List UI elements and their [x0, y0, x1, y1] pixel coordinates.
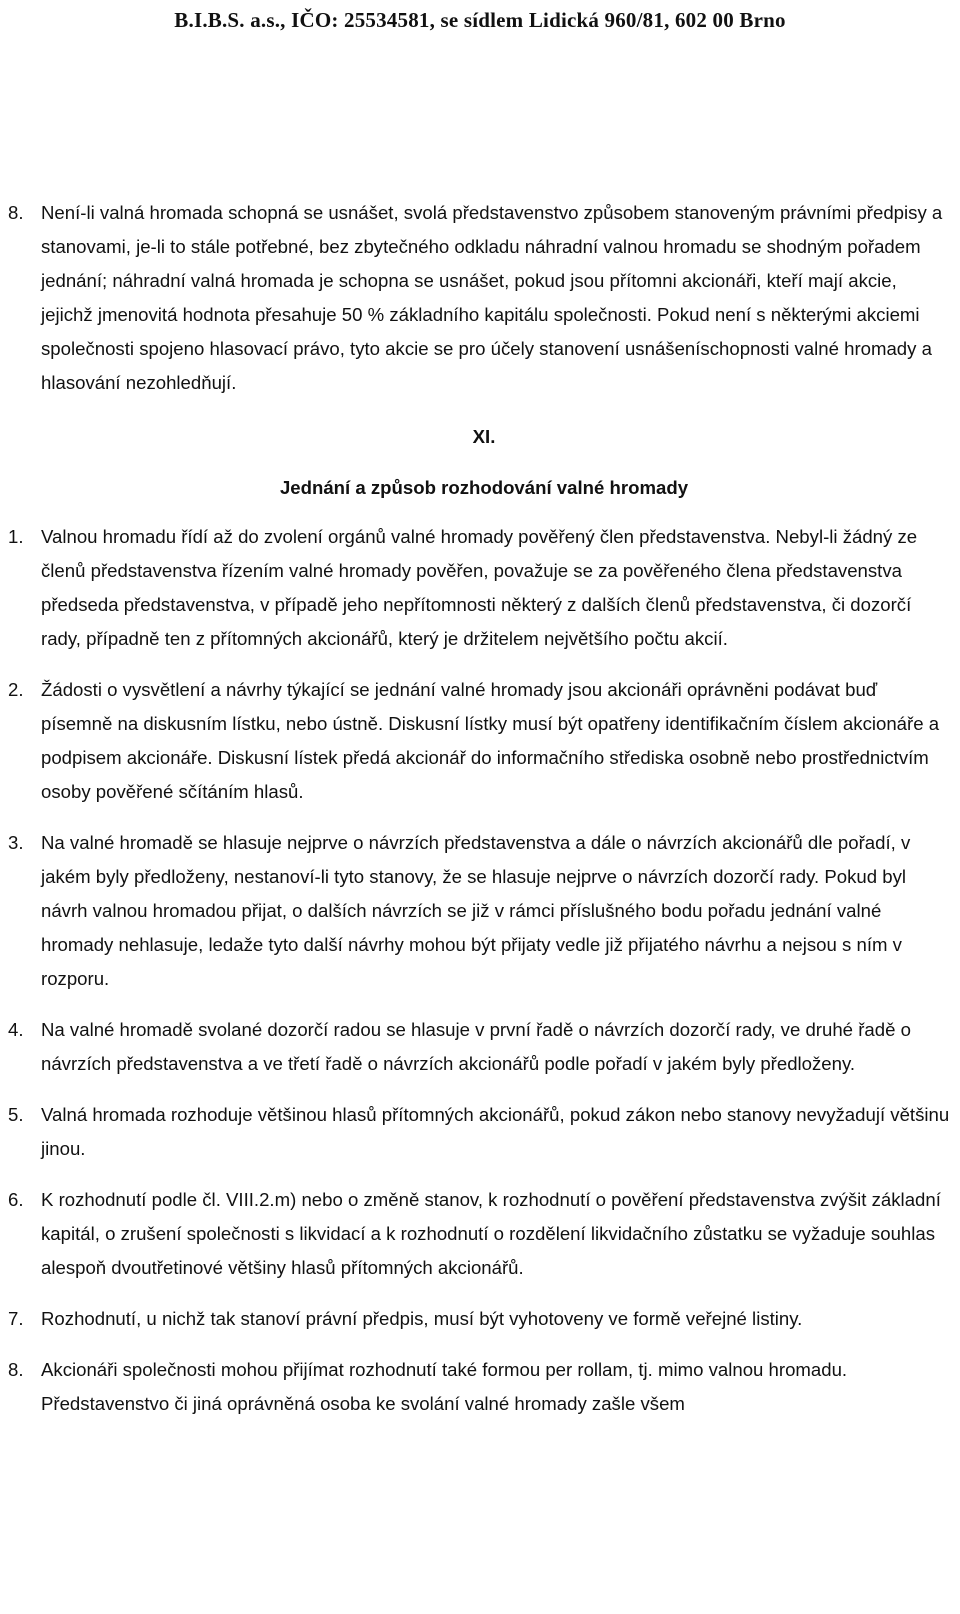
item-number: 8. [8, 202, 24, 223]
item-number: 8. [8, 1359, 24, 1380]
item-text: Není-li valná hromada schopná se usnášet, svolá představenstvo způsobem stanoveným právními předpisy a stanovami, je-li to stále potřebné, bez zbytečného odkladu náhradní valnou hromadu se shodným pořadem jednání; náhradní valná hromada je schopna se usnášet, pokud jsou přítomni akcionáři, kteří mají akcie, jejichž jmenovitá hodnota přesahuje 50 % základního kapitálu společnosti. Pokud není s některými akciemi společnosti spojeno hlasovací právo, tyto akcie se pro účely stanovení usnášeníschopnosti valné hromady a hlasování nezohledňují. [41, 202, 943, 393]
item-text: K rozhodnutí podle čl. VIII.2.m) nebo o změně stanov, k rozhodnutí o pověření představenstva zvýšit základní kapitál, o zrušení společnosti s likvidací a k rozhodnutí o rozdělení likvidačního zůstatku se vyžaduje souhlas alespoň dvoutřetinové většiny hlasů přítomných akcionářů. [41, 1189, 941, 1278]
list-item [8, 673, 952, 809]
section-number: XI. [472, 426, 496, 447]
item-text: Rozhodnutí, u nichž tak stanoví právní předpis, musí být vyhotoveny ve formě veřejné listiny. [41, 1308, 803, 1329]
item-text: Valná hromada rozhoduje většinou hlasů přítomných akcionářů, pokud zákon nebo stanovy nevyžadují většinu jinou. [41, 1104, 950, 1159]
item-number: 3. [8, 832, 24, 853]
item-number: 1. [8, 526, 24, 547]
item-text: Akcionáři společnosti mohou přijímat rozhodnutí také formou per rollam, tj. mimo valnou hromadu. Představenstvo či jiná oprávněná osoba ke svolání valné hromady zašle všem [41, 1359, 848, 1414]
list-item [8, 520, 952, 656]
item-number: 5. [8, 1104, 24, 1125]
item-text: Žádosti o vysvětlení a návrhy týkající se jednání valné hromady jsou akcionáři oprávněni podávat buď písemně na diskusním lístku, nebo ústně. Diskusní lístky musí být opatřeny identifikačním číslem akcionáře a podpisem akcionáře. Diskusní lístek předá akcionář do informačního střediska osobně nebo prostřednictvím osoby pověřené sčítáním hlasů. [41, 679, 940, 802]
item-number: 4. [8, 1019, 24, 1040]
list-item [8, 826, 952, 996]
document-header [0, 0, 960, 48]
document-body [8, 196, 952, 1421]
item-text: Valnou hromadu řídí až do zvolení orgánů valné hromady pověřený člen představenstva. Nebyl-li žádný ze členů představenstva řízením valné hromady pověřen, považuje se za pověřeného člena představenstva předseda představenstva, v případě jeho nepřítomnosti některý z dalších členů představenstva, či dozorčí rady, případně ten z přítomných akcionářů, který je držitelem největšího počtu akcií. [41, 526, 918, 649]
list-item [8, 1353, 952, 1421]
item-number: 7. [8, 1308, 24, 1329]
item-number: 6. [8, 1189, 24, 1210]
paragraph-prev-8 [8, 196, 952, 400]
item-text: Na valné hromadě se hlasuje nejprve o návrzích představenstva a dále o návrzích akcionářů dle pořadí, v jakém byly předloženy, nestanoví-li tyto stanovy, že se hlasuje nejprve o návrzích dozorčí rady. Pokud byl návrh valnou hromadou přijat, o dalších návrzích se již v rámci příslušného bodu pořadu jednání valné hromady nehlasuje, ledaže tyto další návrhy mohou být přijaty vedle již přijatého návrhu a nejsou s ním v rozporu. [41, 832, 911, 989]
list-item [8, 1183, 952, 1285]
section-title: Jednání a způsob rozhodování valné hromady [279, 477, 689, 498]
item-text: Na valné hromadě svolané dozorčí radou se hlasuje v první řadě o návrzích dozorčí rady, ve druhé řadě o návrzích představenstva a ve třetí řadě o návrzích akcionářů podle pořadí v jakém byly předloženy. [41, 1019, 911, 1074]
item-number: 2. [8, 679, 24, 700]
list-item [8, 1302, 952, 1336]
list-item [8, 1098, 952, 1166]
company-line: B.I.B.S. a.s., IČO: 25534581, se sídlem Lidická 960/81, 602 00 Brno [174, 8, 786, 32]
list-item [8, 1013, 952, 1081]
